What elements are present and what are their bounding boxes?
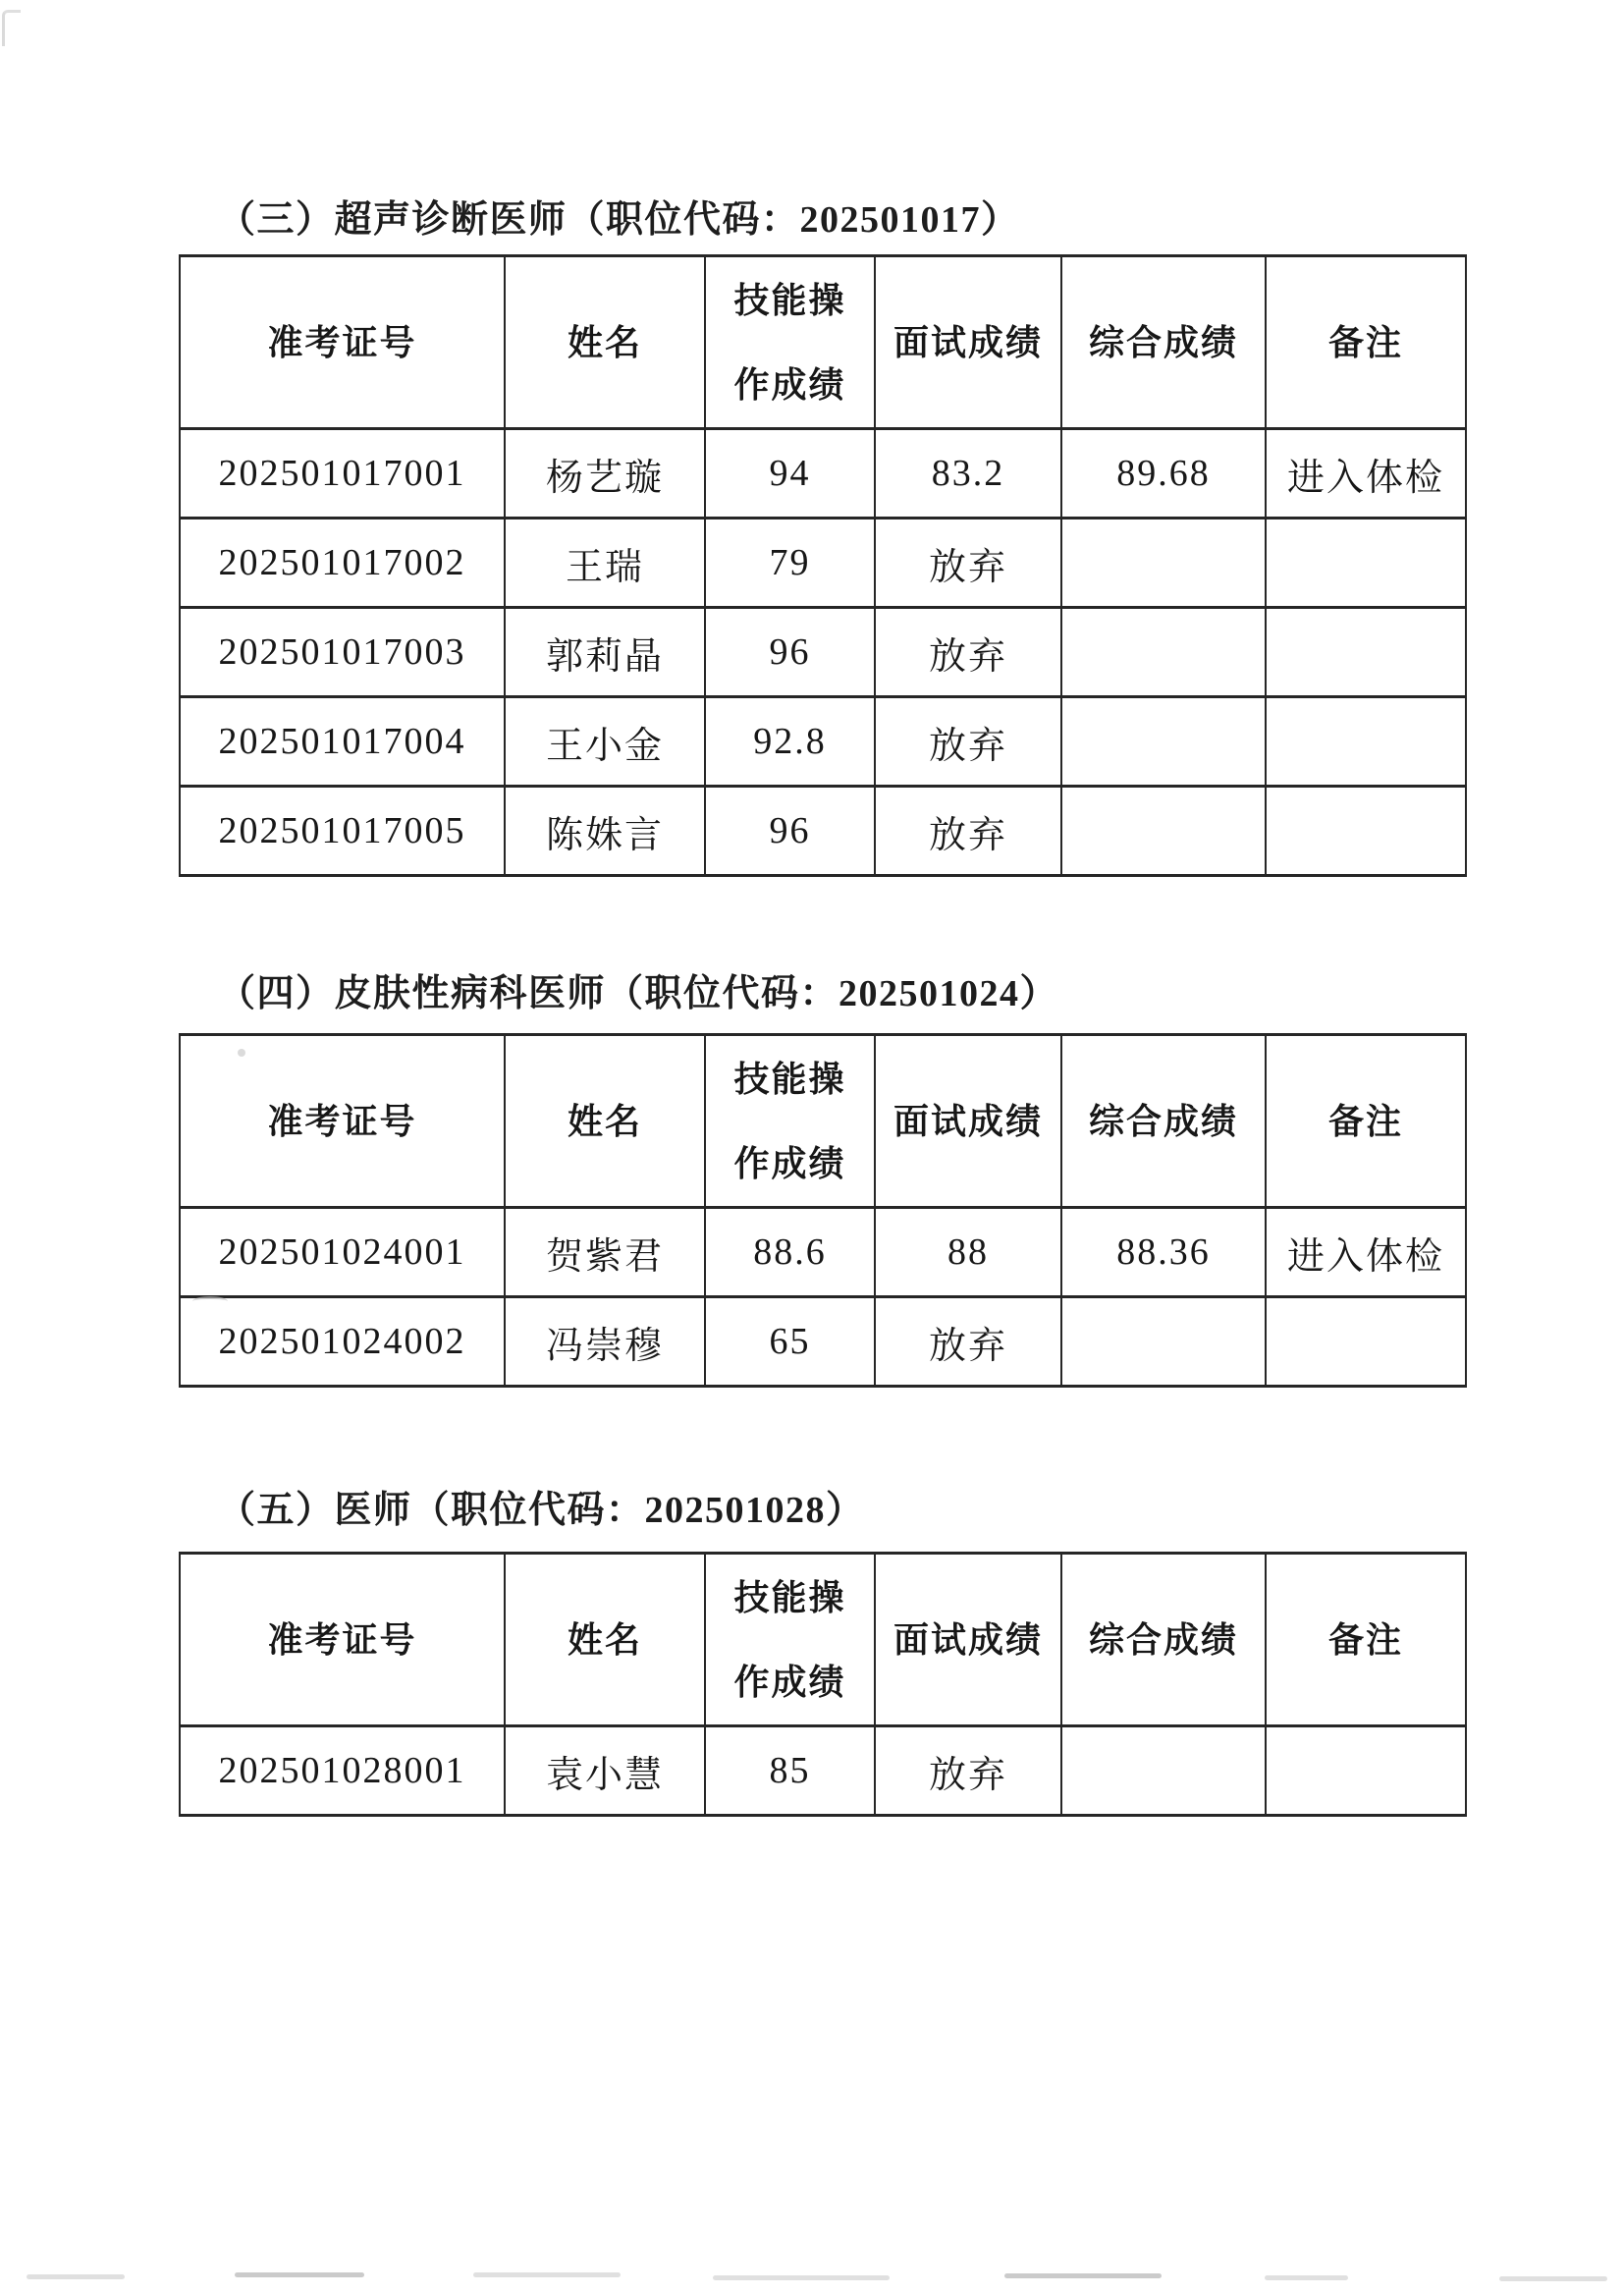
table-row	[180, 697, 1466, 787]
table-cell: 94	[705, 429, 875, 519]
table-body	[180, 1726, 1466, 1816]
table-row	[180, 1208, 1466, 1297]
scan-artifact	[1004, 2273, 1162, 2278]
column-header: 姓名	[505, 1035, 705, 1208]
column-header: 备注	[1266, 1554, 1466, 1726]
scan-artifact	[192, 1296, 228, 1306]
table-cell	[1061, 519, 1266, 608]
column-header: 面试成绩	[875, 1554, 1061, 1726]
table-cell: 202501024002	[180, 1297, 505, 1387]
column-header: 准考证号	[180, 1554, 505, 1726]
table-cell: 王小金	[505, 697, 705, 787]
table-cell: 202501017004	[180, 697, 505, 787]
column-header: 综合成绩	[1061, 256, 1266, 429]
table-cell: 放弃	[875, 787, 1061, 876]
table-cell: 88.36	[1061, 1208, 1266, 1297]
table-cell	[1266, 787, 1466, 876]
scan-artifact	[713, 2275, 890, 2280]
table-row	[180, 1297, 1466, 1387]
table-cell: 92.8	[705, 697, 875, 787]
column-header: 技能操 作成绩	[705, 256, 875, 429]
section-title-4-dermatology-doctor: （四）皮肤性病科医师（职位代码：202501024）	[218, 973, 1059, 1014]
column-header: 姓名	[505, 1554, 705, 1726]
column-header: 技能操 作成绩	[705, 1554, 875, 1726]
table-cell: 放弃	[875, 608, 1061, 697]
table-row	[180, 519, 1466, 608]
table-cell: 王瑞	[505, 519, 705, 608]
table-cell: 202501024001	[180, 1208, 505, 1297]
table-cell: 放弃	[875, 519, 1061, 608]
table-row	[180, 787, 1466, 876]
table-row	[180, 1726, 1466, 1816]
column-header: 技能操 作成绩	[705, 1035, 875, 1208]
scan-artifact	[235, 2272, 364, 2277]
table-cell: 郭莉晶	[505, 608, 705, 697]
table-cell: 贺紫君	[505, 1208, 705, 1297]
scan-artifact	[1499, 2276, 1607, 2281]
table-cell: 202501017005	[180, 787, 505, 876]
column-header: 备注	[1266, 1035, 1466, 1208]
table-cell: 88	[875, 1208, 1061, 1297]
score-table-dermatology-doctor	[179, 1033, 1467, 1388]
section-title-5-doctor: （五）医师（职位代码：202501028）	[218, 1490, 865, 1531]
table-cell	[1266, 519, 1466, 608]
table-cell	[1266, 608, 1466, 697]
table-header-row	[180, 256, 1466, 429]
column-header: 面试成绩	[875, 1035, 1061, 1208]
table-row	[180, 608, 1466, 697]
table-header-row	[180, 1035, 1466, 1208]
scan-artifact	[27, 2274, 125, 2279]
column-header: 综合成绩	[1061, 1035, 1266, 1208]
column-header: 综合成绩	[1061, 1554, 1266, 1726]
table-cell: 202501028001	[180, 1726, 505, 1816]
table-cell: 89.68	[1061, 429, 1266, 519]
table-cell: 放弃	[875, 697, 1061, 787]
table-cell: 96	[705, 608, 875, 697]
table-cell	[1061, 1726, 1266, 1816]
table-cell	[1061, 697, 1266, 787]
score-table-ultrasound-doctor	[179, 254, 1467, 877]
table-cell: 202501017001	[180, 429, 505, 519]
table-cell: 83.2	[875, 429, 1061, 519]
column-header: 准考证号	[180, 1035, 505, 1208]
table-cell	[1266, 1297, 1466, 1387]
column-header: 面试成绩	[875, 256, 1061, 429]
table-cell: 96	[705, 787, 875, 876]
table-cell	[1061, 608, 1266, 697]
table-cell	[1266, 1726, 1466, 1816]
table-cell: 进入体检	[1266, 1208, 1466, 1297]
column-header: 备注	[1266, 256, 1466, 429]
table-cell: 放弃	[875, 1726, 1061, 1816]
scan-artifact	[238, 1049, 245, 1057]
scan-artifact	[473, 2272, 621, 2277]
table-cell: 88.6	[705, 1208, 875, 1297]
table-body	[180, 1208, 1466, 1387]
score-table-doctor	[179, 1552, 1467, 1817]
table-cell: 65	[705, 1297, 875, 1387]
table-cell: 202501017002	[180, 519, 505, 608]
table-cell	[1061, 787, 1266, 876]
table-header-row	[180, 1554, 1466, 1726]
table-cell: 79	[705, 519, 875, 608]
column-header: 姓名	[505, 256, 705, 429]
table-cell	[1266, 697, 1466, 787]
table-cell: 陈姝言	[505, 787, 705, 876]
table-cell	[1061, 1297, 1266, 1387]
table-cell: 袁小慧	[505, 1726, 705, 1816]
table-cell: 放弃	[875, 1297, 1061, 1387]
table-cell: 202501017003	[180, 608, 505, 697]
table-row	[180, 429, 1466, 519]
column-header: 准考证号	[180, 256, 505, 429]
table-body	[180, 429, 1466, 876]
table-cell: 进入体检	[1266, 429, 1466, 519]
section-title-3-ultrasound-doctor: （三）超声诊断医师（职位代码：202501017）	[218, 199, 1020, 241]
table-cell: 85	[705, 1726, 875, 1816]
scan-artifact	[2, 10, 21, 46]
table-cell: 杨艺璇	[505, 429, 705, 519]
scan-artifact	[1265, 2275, 1348, 2280]
table-cell: 冯崇穆	[505, 1297, 705, 1387]
